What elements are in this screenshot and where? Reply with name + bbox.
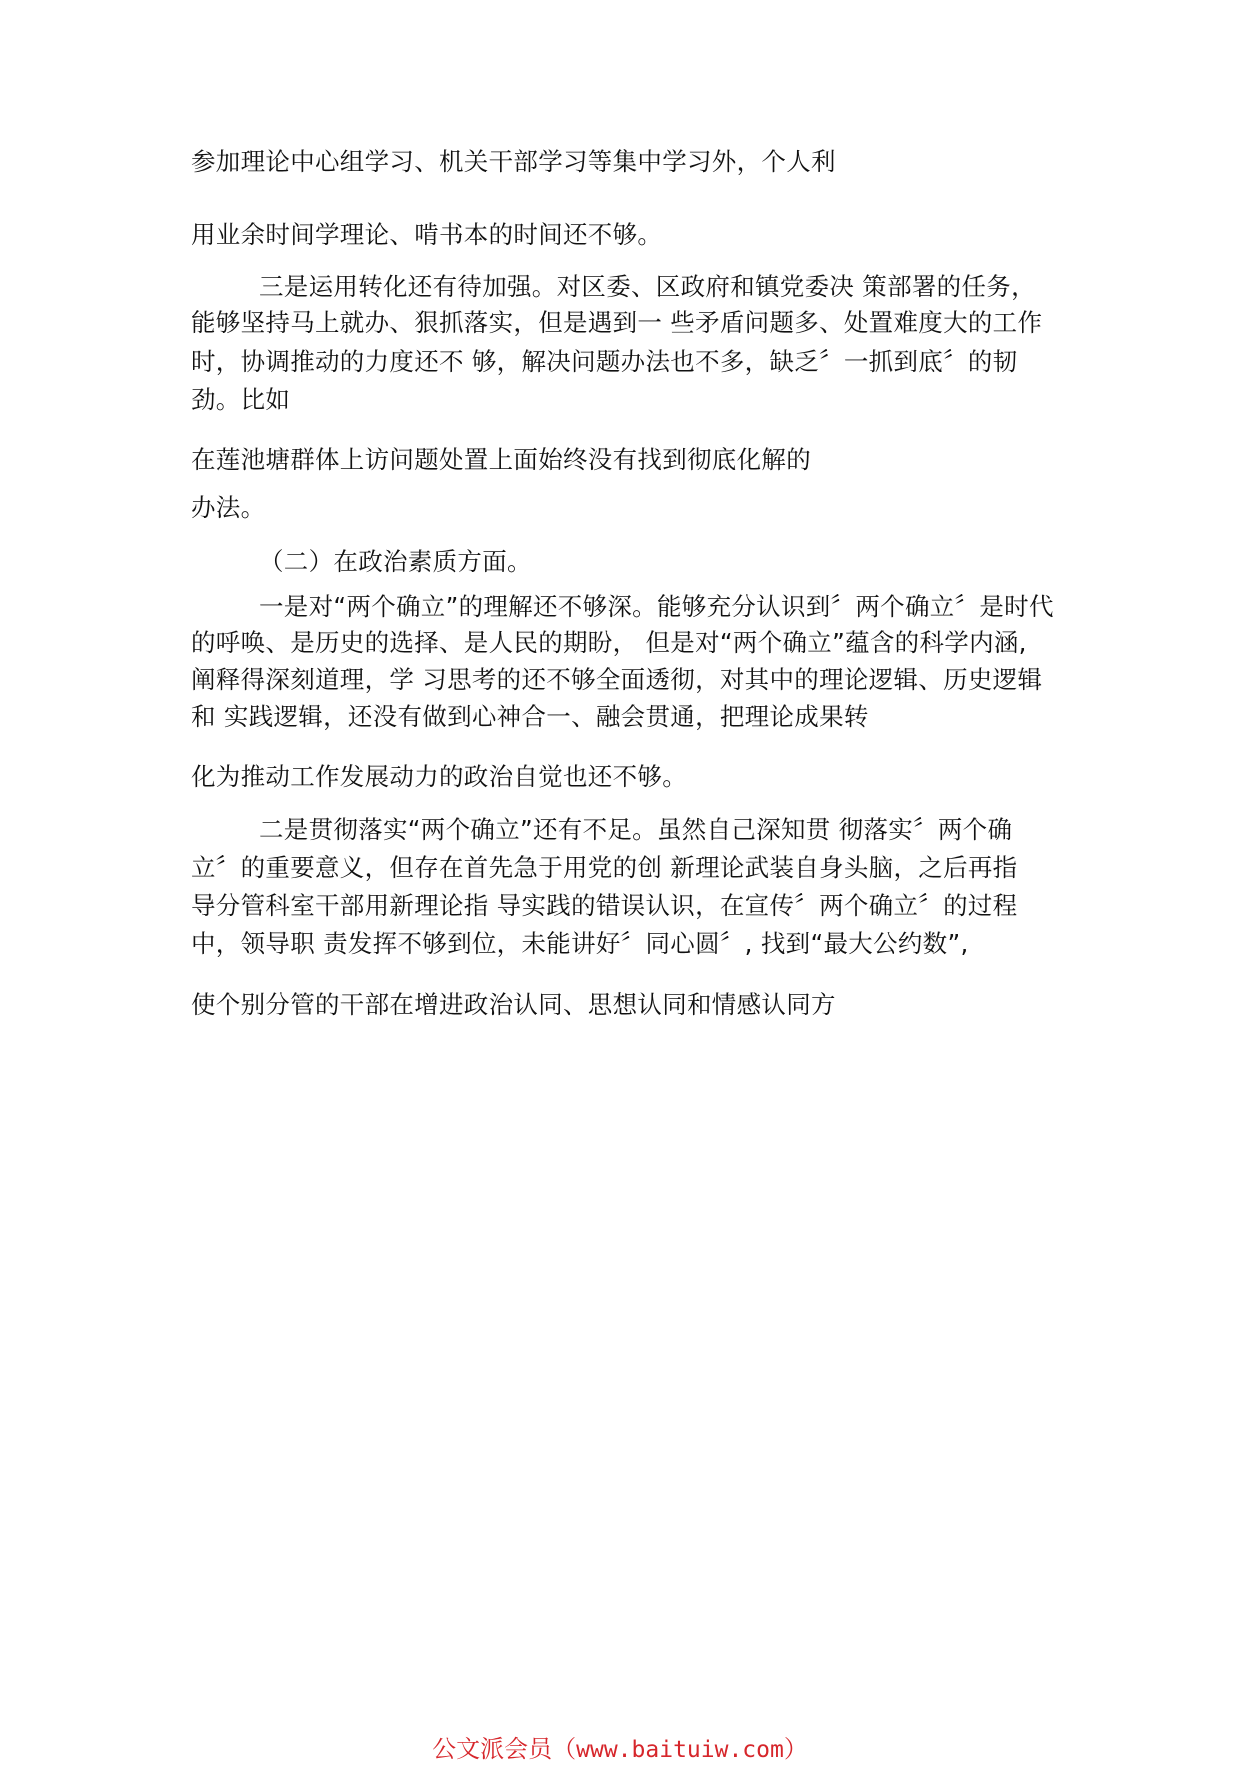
text-line: 的呼唤、是历史的选择、是人民的期盼， 但是对“两个确立”蕴含的科学内涵, xyxy=(191,628,1027,657)
text-line: 中，领导职 责发挥不够到位，未能讲好〞同心圆〞, 找到“最大公约数”, xyxy=(191,929,969,958)
text-line: 阐释得深刻道理，学 习思考的还不够全面透彻，对其中的理论逻辑、历史逻辑 xyxy=(191,665,1043,694)
footer-brand: 公文派会员 xyxy=(432,1735,553,1763)
text-line: 能够坚持马上就办、狠抓落实，但是遇到一 些矛盾问题多、处置难度大的工作 xyxy=(191,308,1043,337)
text-line: 用业余时间学理论、啃书本的时间还不够。 xyxy=(191,220,663,249)
text-line: 二是贯彻落实“两个确立”还有不足。虽然自己深知贯 彻落实〞两个确 xyxy=(259,815,1013,844)
text-line: 三是运用转化还有待加强。对区委、区政府和镇党委决 策部署的任务， xyxy=(259,272,1036,301)
footer-url-link[interactable]: www.baituiw.com xyxy=(576,1737,784,1763)
text-line: 参加理论中心组学习、机关干部学习等集中学习外，个人利 xyxy=(191,147,836,176)
text-line: 办法。 xyxy=(191,493,266,522)
section-heading: （二）在政治素质方面。 xyxy=(259,547,532,576)
text-line: 立〞的重要意义，但存在首先急于用党的创 新理论武装自身头脑，之后再指 xyxy=(191,853,1018,882)
text-line: 时，协调推动的力度还不 够，解决问题办法也不多，缺乏〞一抓到底〞的韧 xyxy=(191,347,1018,376)
text-line: 使个别分管的干部在增进政治认同、思想认同和情感认同方 xyxy=(191,990,836,1019)
footer-paren-close: ） xyxy=(783,1735,808,1763)
text-line: 导分管科室干部用新理论指 导实践的错误认识，在宣传〞两个确立〞的过程 xyxy=(191,891,1018,920)
text-line: 一是对“两个确立”的理解还不够深。能够充分认识到〞两个确立〞是时代 xyxy=(259,592,1054,621)
footer-watermark xyxy=(0,1734,1240,1765)
text-line: 劲。比如 xyxy=(191,385,291,414)
footer-paren-open: （ xyxy=(552,1735,577,1763)
text-line: 和 实践逻辑，还没有做到心神合一、融会贯通，把理论成果转 xyxy=(191,702,869,731)
text-line: 在莲池塘群体上访问题处置上面始终没有找到彻底化解的 xyxy=(191,445,811,474)
text-line: 化为推动工作发展动力的政治自觉也还不够。 xyxy=(191,762,687,791)
